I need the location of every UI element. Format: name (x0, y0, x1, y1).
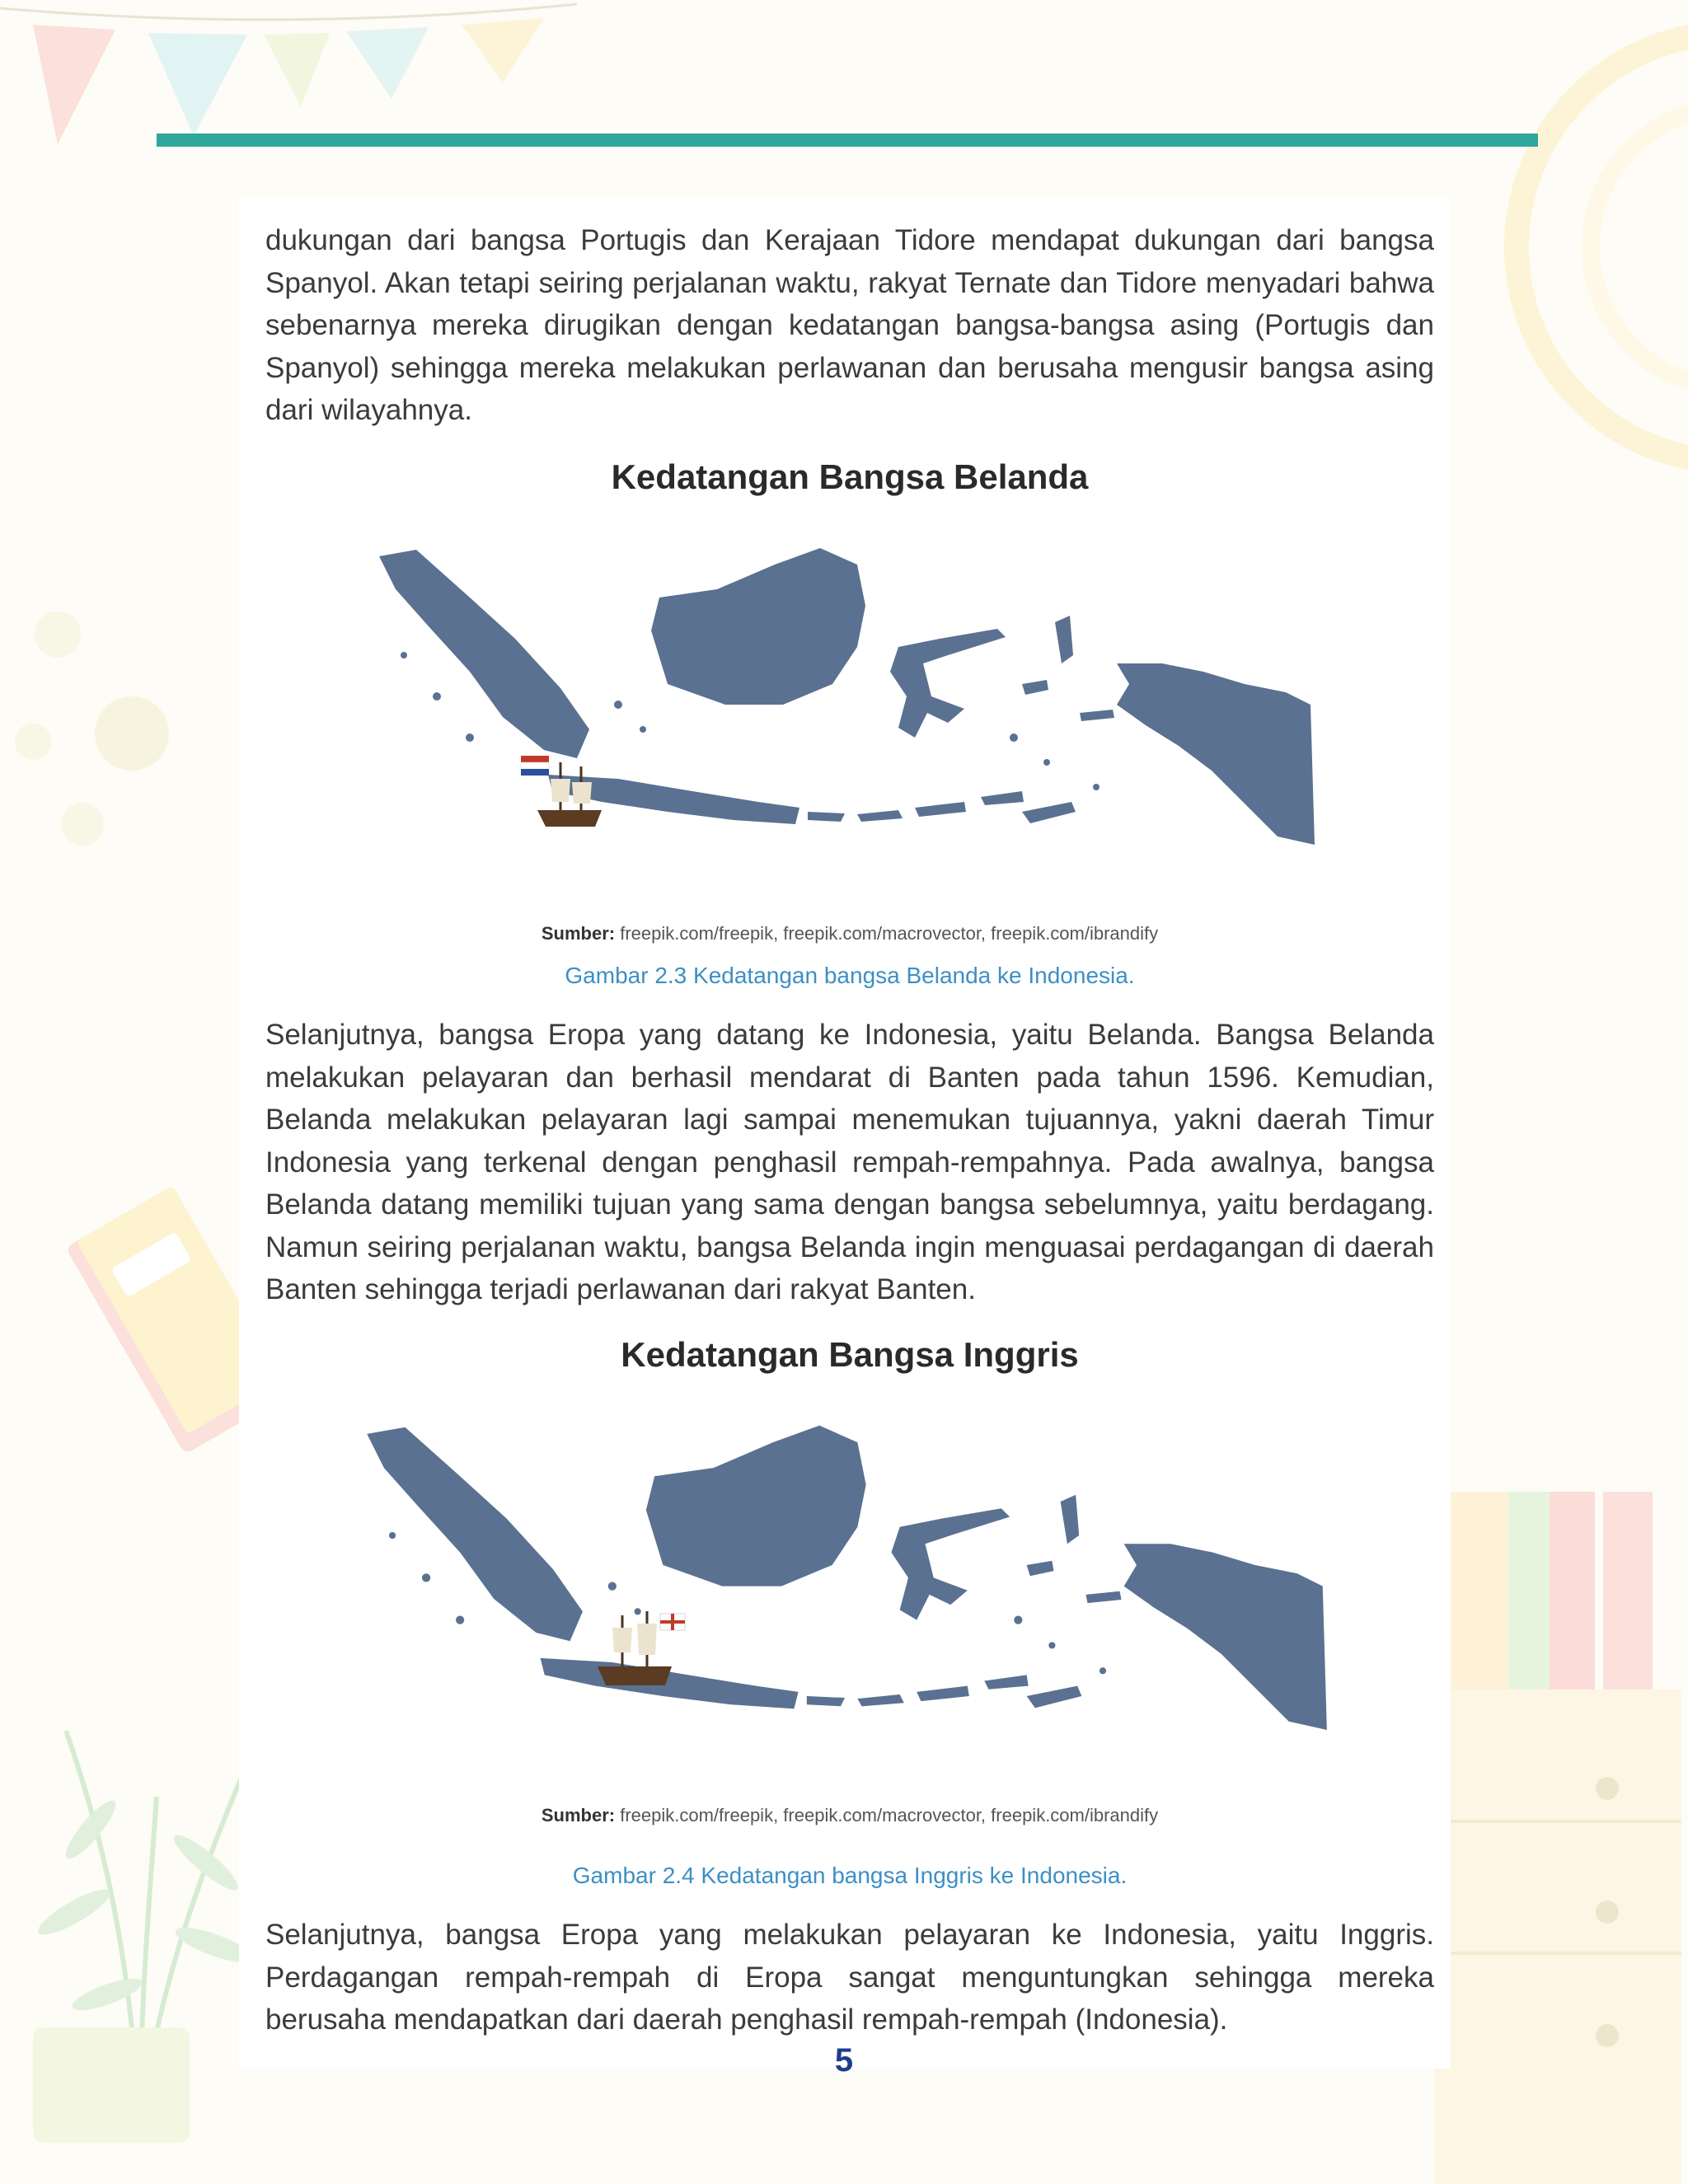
header-rule (157, 134, 1538, 147)
source-text: freepik.com/freepik, freepik.com/macrovector, freepik.com/ibrandify (620, 1805, 1159, 1825)
page-number: 5 (834, 2042, 854, 2079)
belanda-paragraph: Selanjutnya, bangsa Eropa yang datang ke Indonesia, yaitu Belanda. Bangsa Belanda melakukan pelayaran dan berhasil mendarat di Banten pada tahun 1596. Kemudian, Belanda melakukan pelayaran lagi sampai menemukan tujuannya, yakni daerah Timur Indonesia yang terkenal dengan penghasil rempah-rempahnya. Pada awalnya, bangsa Belanda datang memiliki tujuan yang sama dengan bangsa sebelumnya, yaitu berdagang. Namun seiring perjalanan waktu, bangsa Belanda ingin menguasai perdagangan di daerah Banten sehingga terjadi perlawanan dari rakyat Banten. (265, 1019, 1434, 1305)
english-ship-icon (589, 1607, 688, 1690)
dots-decoration (0, 577, 214, 874)
indonesia-map-icon (359, 1405, 1331, 1793)
intro-paragraph: dukungan dari bangsa Portugis dan Kerajaan Tidore mendapat dukungan dari bangsa Spanyol. Akan tetapi seiring perjalanan waktu, rakyat Ternate dan Tidore menyadari bahwa sebenarnya mereka dirugikan dengan kedatangan bangsa-bangsa asing (Portugis dan Spanyol) sehingga mereka melakukan perlawanan dan berusaha mengusir bangsa asing dari wilayahnya. (265, 224, 1434, 426)
figure-source-inggris (265, 1805, 1434, 1826)
figure-heading-belanda: Kedatangan Bangsa Belanda (611, 457, 1089, 496)
source-label: Sumber: (541, 1805, 616, 1825)
source-label: Sumber: (541, 923, 616, 944)
figure-caption-inggris: Gambar 2.4 Kedatangan bangsa Inggris ke Indonesia. (572, 1863, 1128, 1888)
figure-heading-inggris: Kedatangan Bangsa Inggris (621, 1335, 1079, 1374)
inggris-paragraph: Selanjutnya, bangsa Eropa yang melakukan pelayaran ke Indonesia, yaitu Inggris. Perdagangan rempah-rempah di Eropa sangat menguntungkan sehingga mereka berusaha mendapatkan dari daerah penghasil rempah-rempah (Indonesia). (265, 1919, 1434, 2036)
sun-decoration (1484, 0, 1688, 511)
dutch-ship-icon (519, 754, 610, 832)
figure-source-belanda (265, 923, 1434, 944)
source-text: freepik.com/freepik, freepik.com/macrovector, freepik.com/ibrandify (620, 923, 1159, 944)
figure-caption-belanda: Gambar 2.3 Kedatangan bangsa Belanda ke Indonesia. (565, 963, 1135, 988)
indonesia-map-icon (371, 540, 1319, 894)
